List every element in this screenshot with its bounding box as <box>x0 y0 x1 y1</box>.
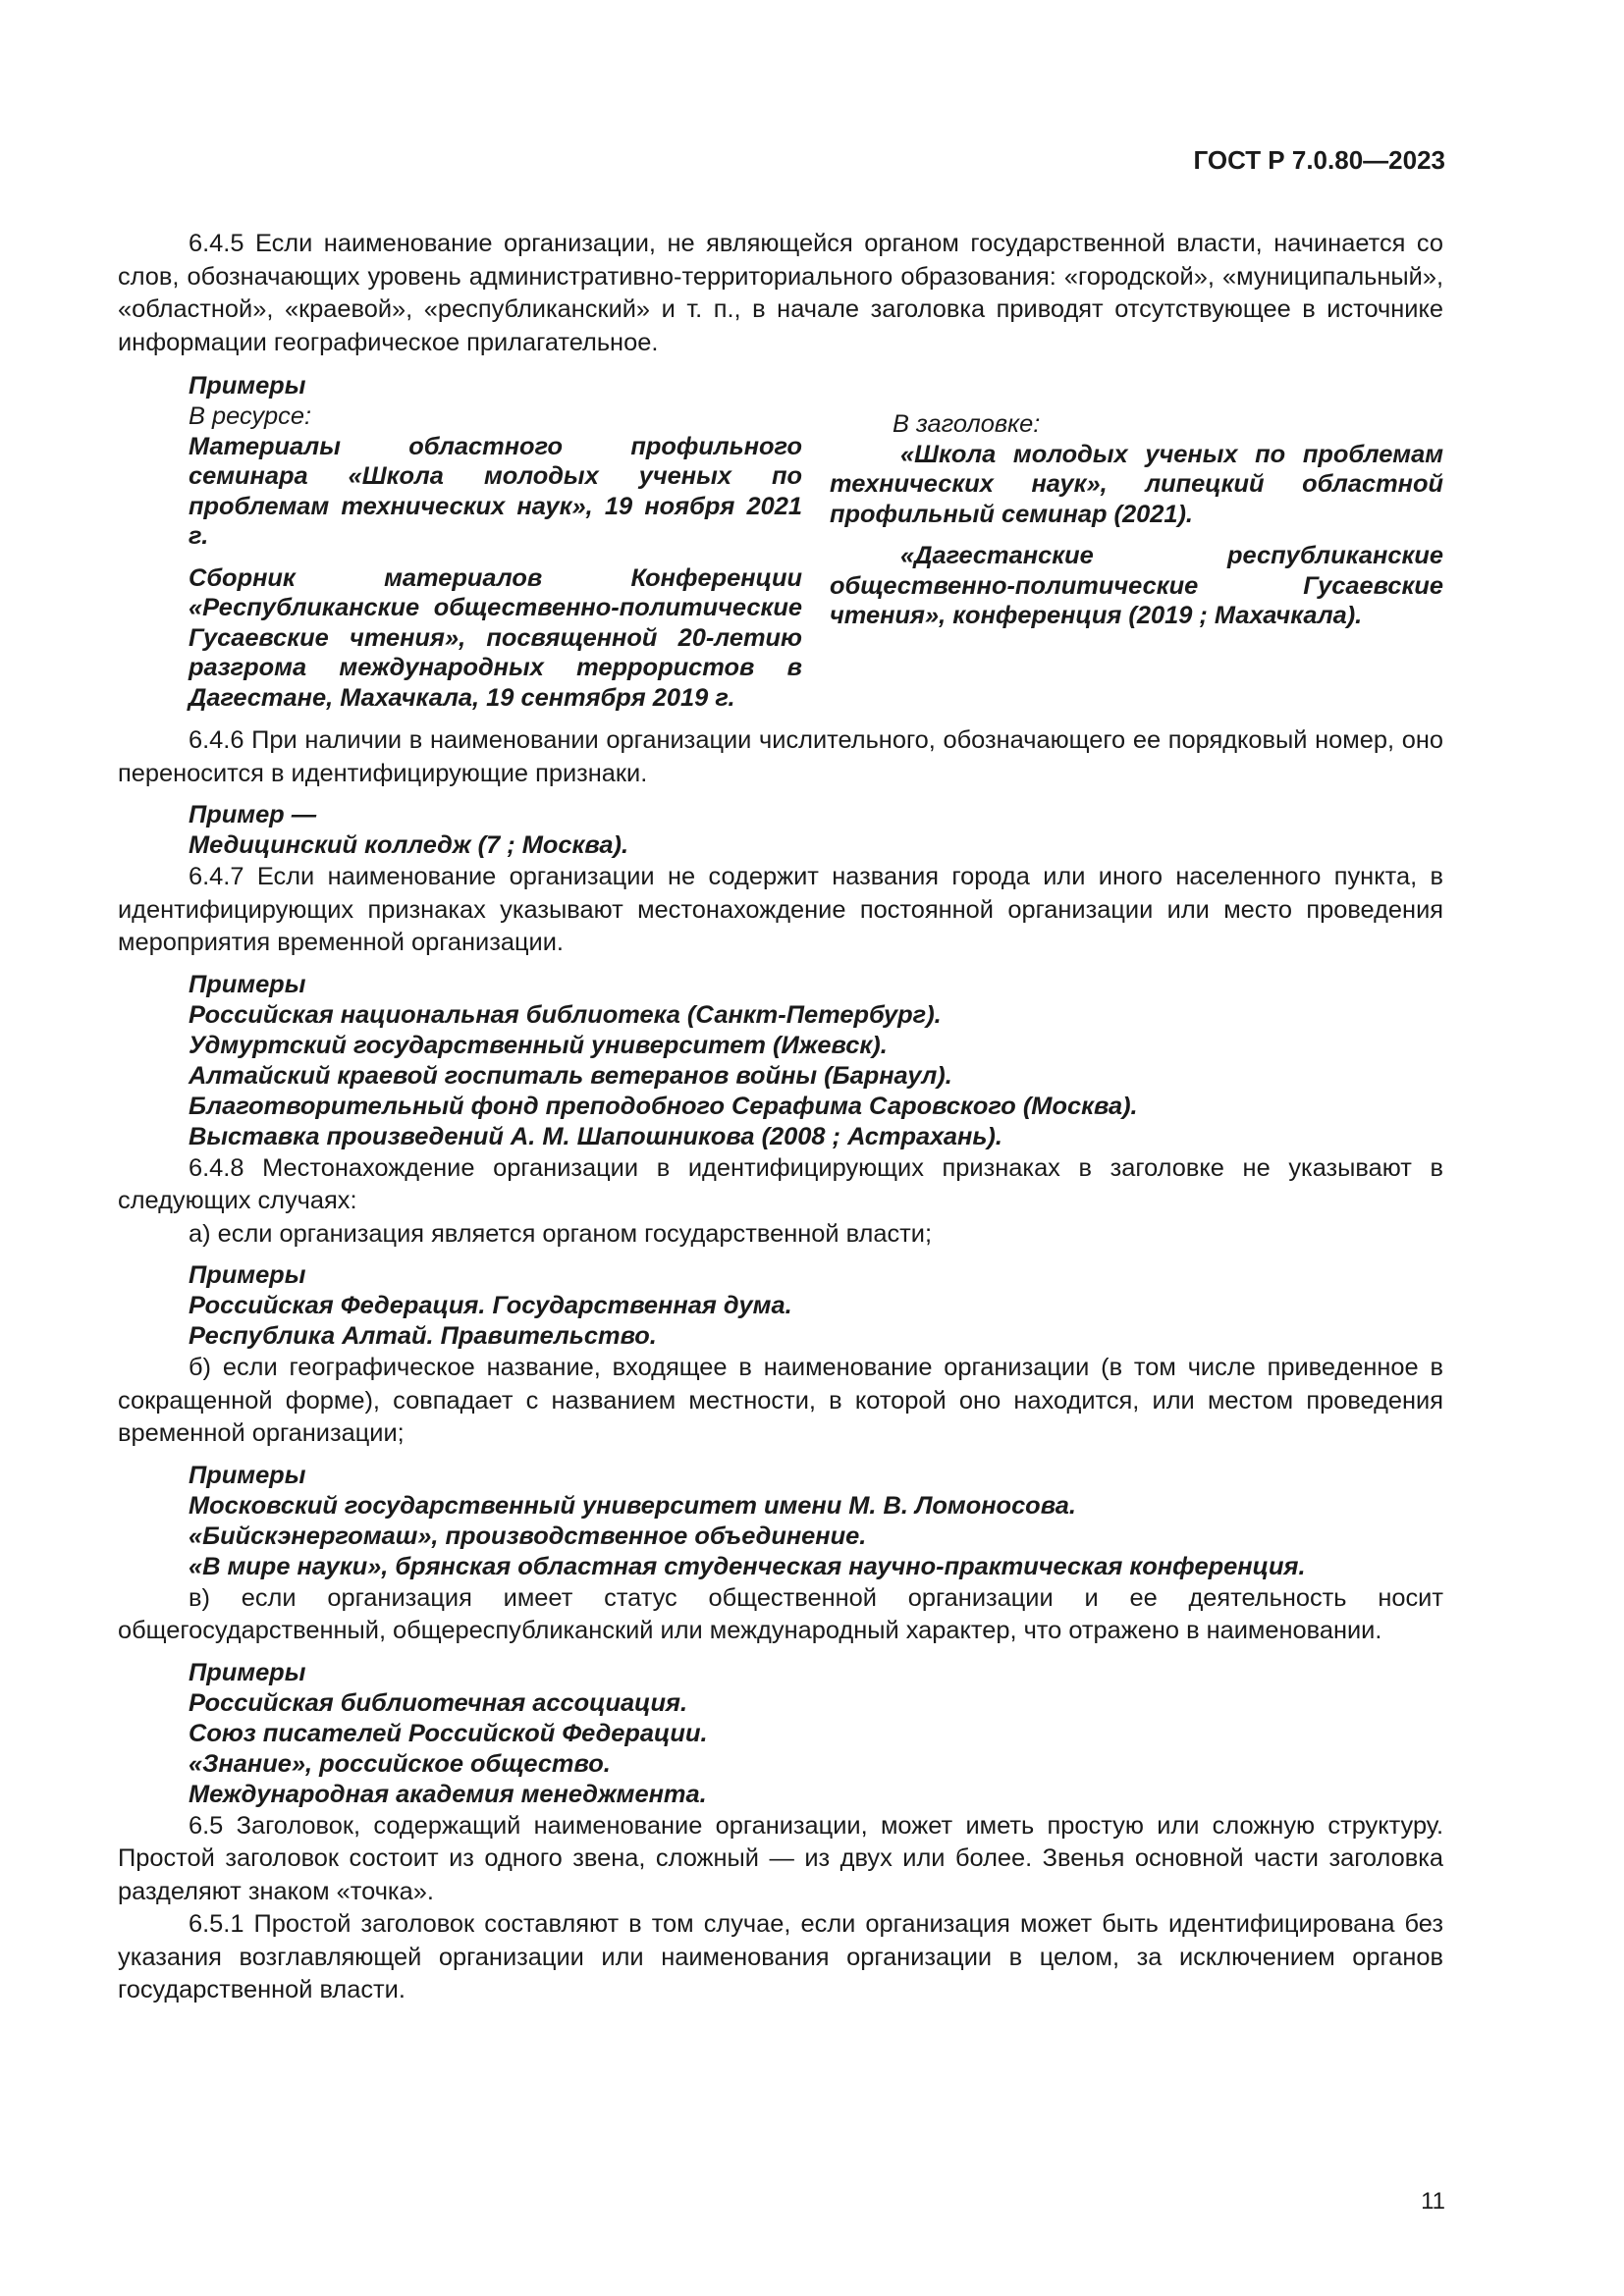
example-line: «Бийскэнергомаш», производственное объединение. <box>189 1522 867 1550</box>
example-line: Выставка произведений А. М. Шапошникова (2008 ; Астрахань). <box>189 1122 1002 1150</box>
clause-6-5: 6.5 Заголовок, содержащий наименование организации, может иметь простую или сложную структуру. Простой заголовок состоит из одного звена, сложный — из двух или более. Звенья основной части заголовка разделяют знаком «точка». <box>118 1811 1443 1905</box>
example-heading-1: «Школа молодых ученых по проблемам технических наук», липецкий областной профильный семинар (2021). <box>830 440 1443 528</box>
clause-6-4-6: 6.4.6 При наличии в наименовании организации числительного, обозначающего ее порядковый номер, оно переносится в идентифицирующие признаки. <box>118 726 1443 787</box>
clause-6-4-5: 6.4.5 Если наименование организации, не являющейся органом государственной власти, начинается со слов, обозначающих уровень административно-территориального образования: «городской», «муниципальный», «областной», «краевой», «республиканский» и т. п., в начале заголовка приводят отсутствующее в источнике информации географическое прилагательное. <box>118 230 1443 356</box>
example-line: Республика Алтай. Правительство. <box>189 1322 657 1350</box>
example-line: Благотворительный фонд преподобного Серафима Саровского (Москва). <box>189 1092 1138 1120</box>
example-line: Российская библиотечная ассоциация. <box>189 1688 688 1717</box>
examples-label: Примеры <box>189 1261 306 1289</box>
example-line: Медицинский колледж (7 ; Москва). <box>189 831 629 859</box>
column-head-in-heading: В заголовке: <box>893 410 1041 438</box>
clause-6-4-8-v: в) если организация имеет статус общественной организации и ее деятельность носит общегосударственный, общереспубликанский или международный характер, что отражено в наименовании. <box>118 1583 1443 1644</box>
clause-6-4-8-a: а) если организация является органом государственной власти; <box>189 1219 933 1248</box>
examples-6-4-8-b <box>189 1461 1443 1582</box>
examples-right-column <box>822 401 1443 724</box>
examples-6-4-5 <box>189 371 1443 401</box>
example-resource-1: Материалы областного профильного семинара «Школа молодых ученых по проблемам технических наук», 19 ноября 2021 г. <box>189 432 802 550</box>
example-line: Союз писателей Российской Федерации. <box>189 1719 708 1747</box>
clause-6-5-1: 6.5.1 Простой заголовок составляют в том случае, если организация может быть идентифицирована без указания возглавляющей организации или наименования организации в целом, за исключением органов государственной власти. <box>118 1910 1443 2003</box>
example-line: Российская Федерация. Государственная дума. <box>189 1292 792 1319</box>
examples-6-4-8-a <box>189 1260 1443 1352</box>
example-line: Алтайский краевой госпиталь ветеранов войны (Барнаул). <box>189 1061 952 1090</box>
clause-6-4-8: 6.4.8 Местонахождение организации в идентифицирующих признаках в заголовке не указывают в следующих случаях: <box>118 1153 1443 1214</box>
examples-6-4-7 <box>189 970 1443 1152</box>
examples-left-column <box>189 401 822 724</box>
example-line: Московский государственный университет имени М. В. Ломоносова. <box>189 1491 1076 1520</box>
example-line: Российская национальная библиотека (Санкт-Петербург). <box>189 1000 942 1029</box>
examples-label: Примеры <box>189 1658 306 1686</box>
page-number: 11 <box>1421 2188 1445 2215</box>
clause-6-4-8-b: б) если географическое название, входящее в наименование организации (в том числе приведенное в сокращенной форме), совпадает с названием местности, в которой оно находится, или местом проведения временной организации; <box>118 1354 1443 1447</box>
examples-6-4-8-v <box>189 1658 1443 1810</box>
example-line: «Знание», российское общество. <box>189 1749 611 1778</box>
example-label: Пример — <box>189 801 317 828</box>
document-code-header: ГОСТ Р 7.0.80—2023 <box>1193 145 1445 175</box>
examples-label: Примеры <box>189 970 306 998</box>
example-6-4-6 <box>189 800 1443 861</box>
example-line: «В мире науки», брянская областная студенческая научно-практическая конференция. <box>189 1552 1306 1580</box>
example-resource-2: Сборник материалов Конференции «Республиканские общественно-политические Гусаевские чтения», посвященной 20-летию разгрома международных террористов в Дагестане, Махачкала, 19 сентября 2019 г. <box>189 563 802 712</box>
page-content <box>118 228 1443 2007</box>
example-heading-2: «Дагестанские республиканские общественно-политические Гусаевские чтения», конференция (2019 ; Махачкала). <box>830 542 1443 629</box>
example-line: Международная академия менеджмента. <box>189 1780 707 1808</box>
examples-label: Примеры <box>189 1461 306 1489</box>
clause-6-4-7: 6.4.7 Если наименование организации не содержит названия города или иного населенного пункта, в идентифицирующих признаках указывают местонахождение постоянной организации или место проведения мероприятия временной организации. <box>118 863 1443 956</box>
example-line: Удмуртский государственный университет (Ижевск). <box>189 1031 888 1059</box>
examples-label: Примеры <box>189 372 306 400</box>
examples-two-columns <box>189 401 1443 724</box>
column-head-in-resource: В ресурсе: <box>189 402 312 430</box>
